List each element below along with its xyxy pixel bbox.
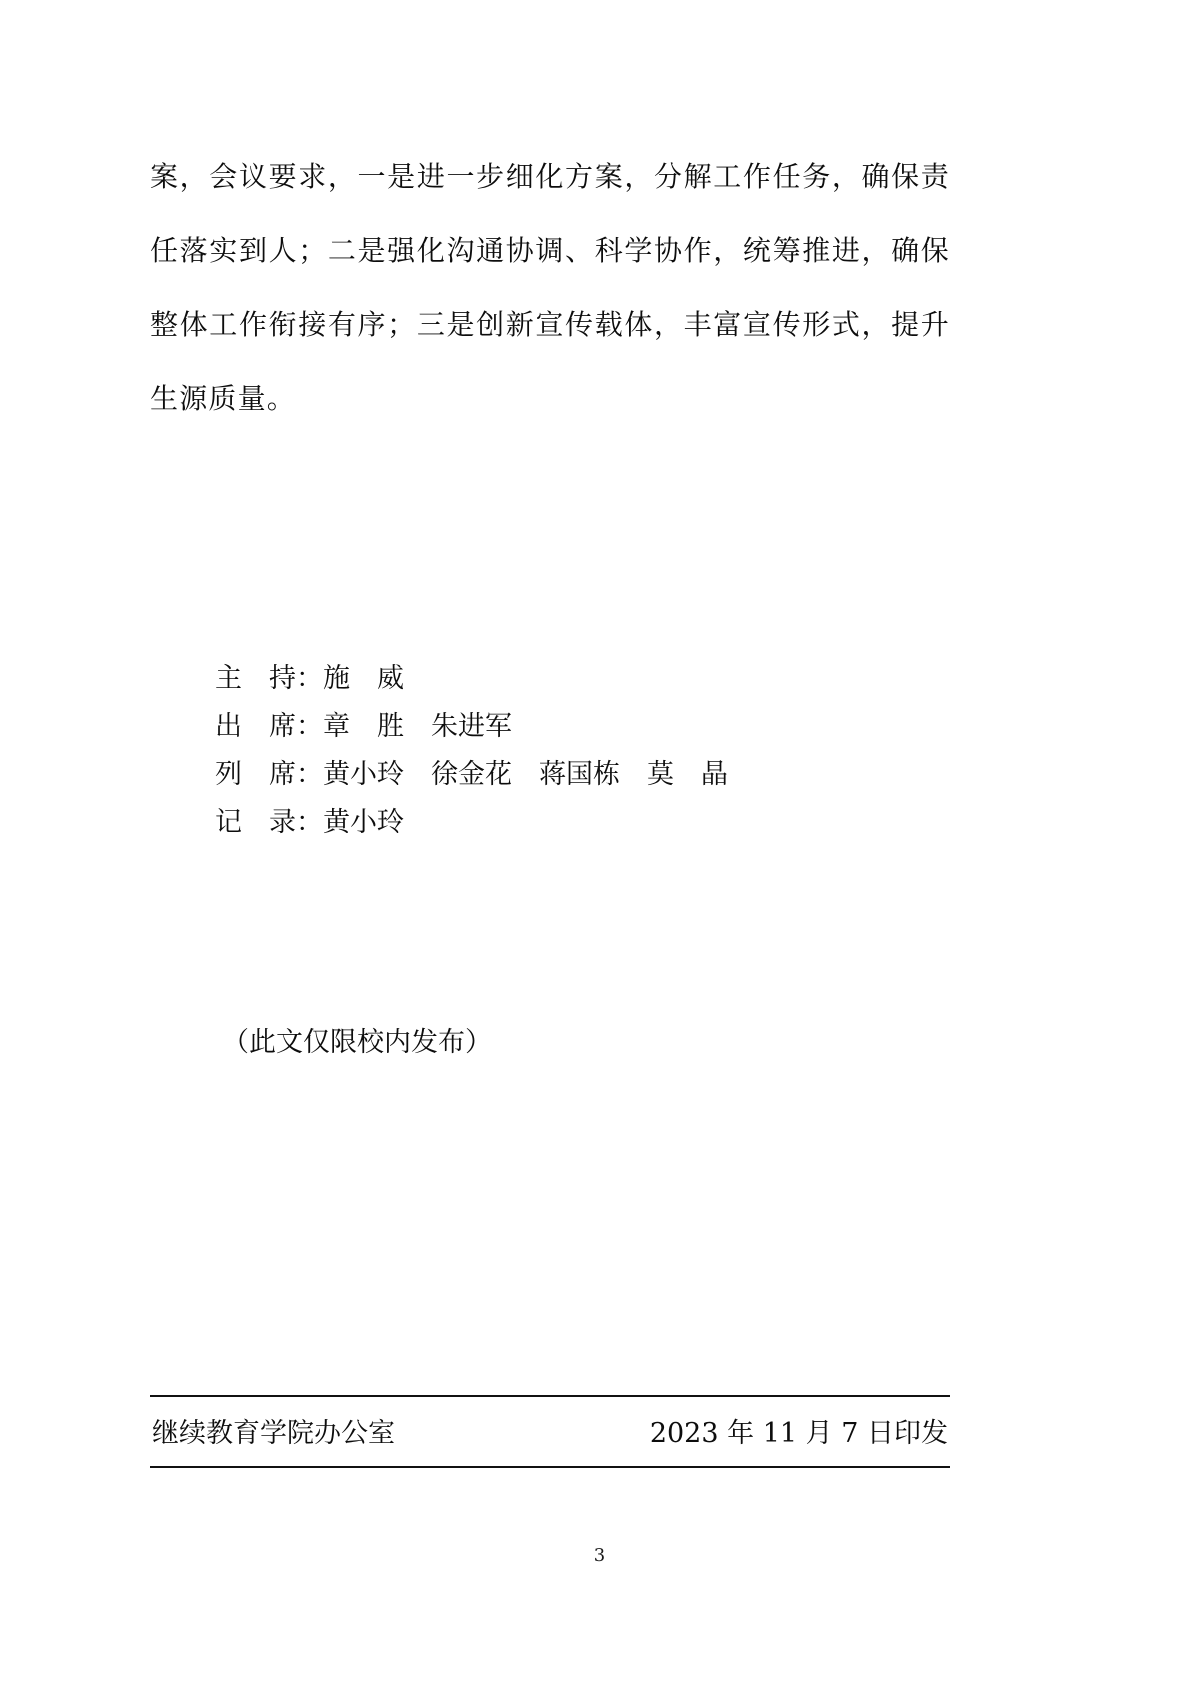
attendance-label: 主 持： bbox=[215, 663, 323, 694]
footer-line bbox=[150, 1397, 950, 1460]
body-text-block bbox=[150, 140, 950, 436]
attendance-row bbox=[215, 751, 728, 799]
footer-issue-date: 2023 年 11 月 7 日印发 bbox=[649, 1418, 948, 1449]
footer-issuer: 继续教育学院办公室 bbox=[152, 1418, 395, 1449]
attendance-names: 黄小玲 徐金花 蒋国栋 莫 晶 bbox=[323, 759, 728, 790]
attendance-label: 出 席： bbox=[215, 711, 323, 742]
footer-divider-bottom bbox=[150, 1466, 950, 1468]
attendance-row bbox=[215, 799, 728, 847]
attendance-label: 列 席： bbox=[215, 759, 323, 790]
page-number: 3 bbox=[593, 1545, 606, 1566]
internal-release-note: （此文仅限校内发布） bbox=[222, 1027, 492, 1058]
attendance-names: 施 威 bbox=[323, 663, 404, 694]
attendance-names: 章 胜 朱进军 bbox=[323, 711, 512, 742]
document-footer bbox=[150, 1395, 950, 1468]
attendance-row bbox=[215, 655, 728, 703]
attendance-label: 记 录： bbox=[215, 807, 323, 838]
attendance-row bbox=[215, 703, 728, 751]
attendance-names: 黄小玲 bbox=[323, 807, 404, 838]
body-paragraph: 案，会议要求，一是进一步细化方案，分解工作任务，确保责任落实到人；二是强化沟通协调、科学协作，统筹推进，确保整体工作衔接有序；三是创新宣传载体，丰富宣传形式，提升生源质量。 bbox=[150, 160, 950, 415]
attendance-block bbox=[215, 655, 728, 847]
